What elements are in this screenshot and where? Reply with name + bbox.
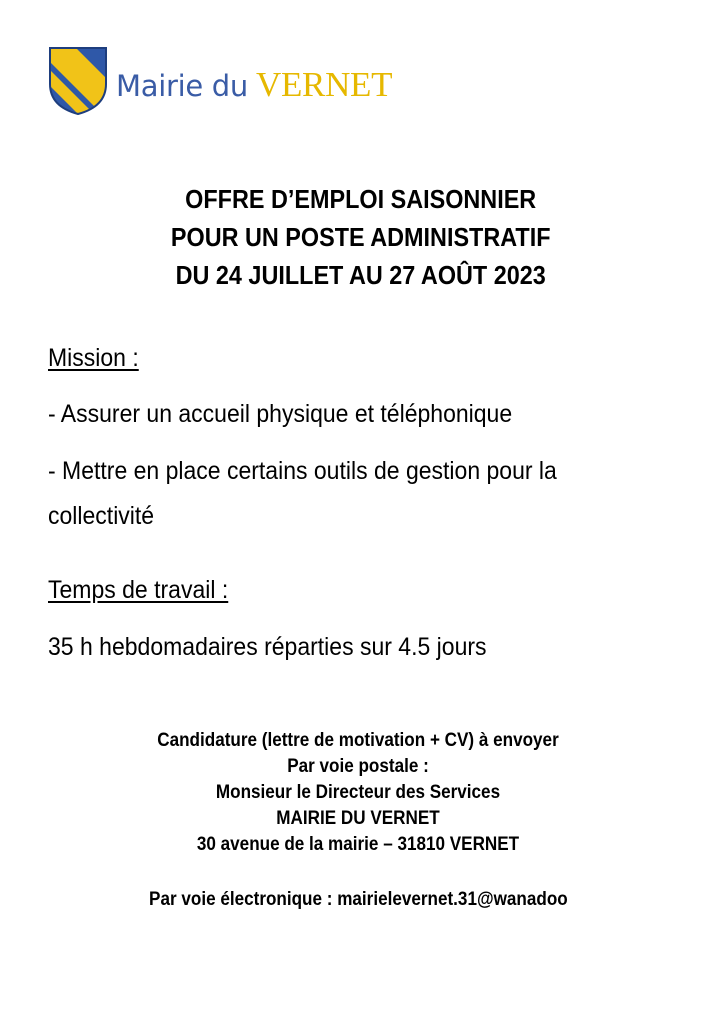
header xyxy=(48,46,392,116)
application-line-1: Candidature (lettre de motivation + CV) à envoyer xyxy=(157,730,559,751)
application-line-5: 30 avenue de la mairie – 31810 VERNET xyxy=(196,834,520,855)
mission-heading: Mission : xyxy=(48,344,139,372)
title-line-2: POUR UN POSTE ADMINISTRATIF xyxy=(170,222,551,252)
org-name-vernet: VERNET xyxy=(255,64,393,104)
application-block xyxy=(33,728,683,858)
org-name xyxy=(116,64,393,104)
title-line-3: DU 24 JUILLET AU 27 AOÛT 2023 xyxy=(175,260,546,290)
application-line-3: Monsieur le Directeur des Services xyxy=(215,782,501,803)
work-time-value: 35 h hebdomadaires réparties sur 4.5 jours xyxy=(48,633,487,661)
coat-of-arms-icon xyxy=(48,46,108,116)
mission-item-tools-line-2: collectivité xyxy=(48,502,155,530)
application-electronic: Par voie électronique : mairielevernet.31@wanadoo xyxy=(149,889,568,910)
application-line-2: Par voie postale : xyxy=(287,756,429,777)
title-line-1: OFFRE D’EMPLOI SAISONNIER xyxy=(185,184,537,214)
org-name-mairie: Mairie du xyxy=(116,68,248,103)
page-title xyxy=(36,180,686,294)
work-time-heading: Temps de travail : xyxy=(48,576,229,604)
application-line-4: MAIRIE DU VERNET xyxy=(276,808,440,829)
mission-item-reception: - Assurer un accueil physique et téléphonique xyxy=(48,400,513,428)
mission-item-tools-line-1: - Mettre en place certains outils de gestion pour la xyxy=(48,457,557,485)
